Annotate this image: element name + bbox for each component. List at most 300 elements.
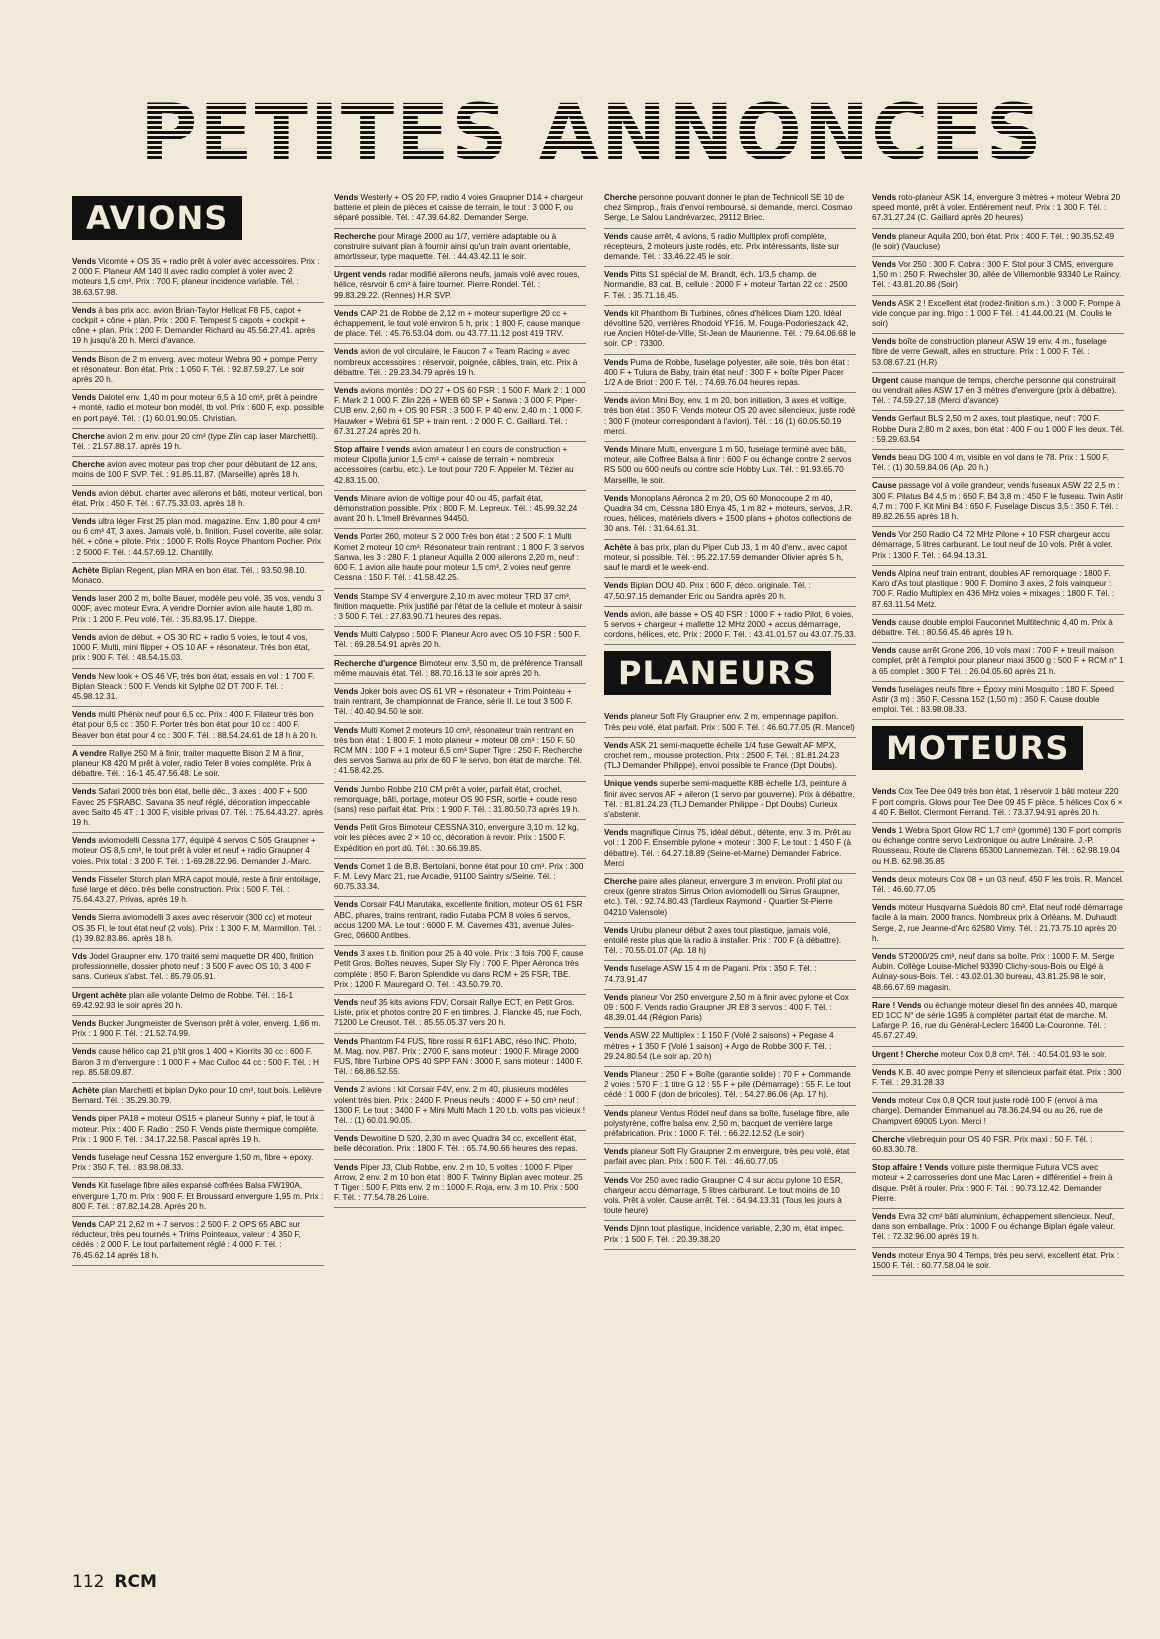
- classified-ad: [72, 254, 324, 303]
- classified-ad: [872, 527, 1124, 566]
- classified-ad: [72, 1111, 324, 1150]
- ads-list-moteurs: [872, 784, 1124, 1276]
- classified-ad: [72, 457, 324, 485]
- ad-keyword: Vends: [334, 1036, 359, 1046]
- classified-ad: [334, 529, 586, 588]
- classified-ad: [72, 1178, 324, 1217]
- classified-ad: [604, 1221, 856, 1249]
- masthead-title: PETITES ANNONCES: [72, 84, 1112, 184]
- ad-keyword: Vends: [334, 998, 359, 1007]
- ad-keyword: Vends: [604, 581, 629, 591]
- ad-keyword: Vends: [872, 1067, 897, 1077]
- classified-ad: [334, 267, 586, 306]
- classified-ad: [872, 450, 1124, 478]
- ad-keyword: Urgent ! Cherche: [872, 1049, 939, 1059]
- ads-list-avions-2: [334, 190, 586, 1208]
- ad-text: Westerly + OS 20 FP, radio 4 voies Graupner D14 + chargeur batterie et plein de pièces et caisse de terrain, le tout : 3 000 F, ou séparé possible. Tél. : 47.39.64.82. Demander Serge.: [334, 193, 584, 223]
- ad-text: à bas prix, plan du Piper Cub J3, 1 m 40 d'env., avec capot moteur, si possible. Tél. : 95.22.17.59 demander Olivier après 5 h, sauf le mardi et le week-end.: [604, 542, 848, 573]
- classified-ad: [604, 923, 856, 962]
- ad-text: passage vol à voile grandeur, vends fuseaux ASW 22 2,5 m : 300 F. Pilatus B4 4,5 m : 650 F. B4 3,8 m : 450 F le fuseau. Twin Astir 4,7 m : 700 F. Kit Mini B4 : 650 F. Fuselage Discus 3,5 : 350 F. Tél. : 89.82.26.55 après 18 h.: [872, 481, 1124, 522]
- ad-text: vilebrequin pour OS 40 FSR. Prix maxi : 50 F. Tél. : 60.83.30.78.: [872, 1134, 1093, 1155]
- ad-text: Cox Tee Dee 049 très bon état, 1 réservoir 1 bâti moteur 220 F port compris. Glows pour Tee Dee 09 45 F pièce. 5 hélices Cox 6 × 4 40 F. Bellot. Clermont Ferrand. Tél. : 73.37.94.91 après 20 h.: [872, 787, 1123, 817]
- ad-text: Monoplans Aéronca 2 m 20, OS 60 Monocoupe 2 m 40, Quadra 34 cm, Cessna 180 Enya 45, 1 m 82 + moteurs, servos, J.R. roues, hélices, matériels divers + 1500 plans + photos collections de 30 ans. Tél. : 31.64.61.31.: [604, 493, 853, 534]
- classified-ad: [72, 429, 324, 457]
- ad-keyword: Vends: [872, 825, 897, 835]
- classified-ad: [334, 1082, 586, 1131]
- classified-ad: [872, 478, 1124, 527]
- ad-text: Multi Calypso : 500 F. Planeur Acro avec OS 10 FSR : 500 F. Tél. : 69.28.54.91 après 20 h.: [334, 630, 581, 650]
- ad-text: Alpina neuf train entrant, doubles AF remorquage : 1800 F. Karo d'As tout plastique : 900 F. Domino 3 axes, 2 fois vainqueur : 700 F. Radio Multiplex en 436 MHz voies + mixages : 1800 F. Tél. : 87.63.11.54 Metz.: [872, 568, 1115, 609]
- classified-ad: [72, 746, 324, 785]
- classified-ad: [72, 1150, 324, 1178]
- ad-keyword: Vends: [72, 632, 97, 642]
- ad-keyword: Vends: [872, 453, 897, 463]
- ad-keyword: Vends: [872, 530, 897, 540]
- ad-text: superbe semi-maquette K8B échelle 1/3, peinture à finir avec servos AF + aileron (1 servo par gouverne). Prix à débattre. Tél. : 81.81.24.23 (TLJ Demander Philippe - Dpt Doubs) Curieux s'abstenir.: [604, 779, 855, 819]
- ad-keyword: Stop affaire ! Vends: [872, 1163, 949, 1173]
- ad-text: Bimoteur env. 3,50 m, de préférence Transall même mauvais état. Tél. : 88.70.16.13 le soir après 20 h.: [334, 658, 583, 678]
- classified-ad: [604, 540, 856, 579]
- ad-text: Vicomte + OS 35 + radio prêt à voler avec accessoires. Prix : 2 000 F. Planeur AM 140 II avec radio complet à voler avec 2 moteurs 1,5 cm³. Prix : 700 F, planeur incidence variable. Tél. : 38.63.57.98.: [72, 257, 320, 297]
- ad-keyword: Vends: [72, 393, 97, 403]
- ad-text: plan aile volante Delmo de Robbe. Tél. : 16-1 69.42.92.93 le soir après 20 h.: [72, 990, 294, 1010]
- classified-ad: [872, 566, 1124, 615]
- ad-keyword: Vends: [72, 1181, 97, 1191]
- ad-text: planeur Aquila 200, bon état. Prix : 400 F. Tél. : 90.35.52.49 (le soir) (Vaucluse): [872, 231, 1115, 251]
- column-3: [604, 190, 856, 1540]
- classified-ad: [72, 988, 324, 1016]
- ad-keyword: Vends: [334, 1085, 359, 1095]
- ads-list-planeurs-2: [872, 190, 1124, 720]
- ad-keyword: Vends: [872, 1096, 897, 1106]
- ads-list-avions-3: [604, 190, 856, 645]
- ad-keyword: Urgent achète: [72, 990, 127, 1000]
- ad-text: moteur Cox 0,8 QCR tout juste rodé 100 F (envoi à ma charge). Demander Emmanuel au 78.36.24.94 ou au 26, rue de Champvert 69005 Lyon. Merci !: [872, 1096, 1103, 1126]
- ad-keyword: Vends: [872, 903, 897, 913]
- classified-ad: [604, 709, 856, 737]
- ad-keyword: Vends: [72, 836, 97, 846]
- ad-keyword: Urgent: [872, 375, 899, 385]
- ad-text: pour Mirage 2000 au 1/7, verrière adaptable ou à construire suivant plan à fournir ainsi qu'un train avant orientable, amortisseur, type maquette. Tél. : 44.43.42.11 le soir.: [334, 231, 571, 262]
- classified-ad: [872, 1248, 1124, 1276]
- classified-ad: [872, 1132, 1124, 1160]
- classified-ad: [604, 1144, 856, 1172]
- ad-text: avion, aile basse + OS 40 FSR : 1000 F + radio Pilot, 6 voies, 5 servos + chargeur + mallette 12 MHz 2000 + accus démarrage, cordons, hélices, etc. Prix : 2000 F. Tél. : 43.41.01.57 ou 43.07.75.33.: [604, 609, 856, 640]
- ad-keyword: Vends: [604, 964, 629, 974]
- ad-text: Sierra aviomodelli 3 axes avec réservoir (300 cc) et moteur OS 35 FI, le tout état neuf (2 vols). Prix : 1 300 F. M. Marmillon. Tél. : (1) 39.82.83.86. après 18 h.: [72, 913, 322, 943]
- ad-text: moteur Enya 90 4 Temps, très peu servi, excellent état. Prix : 1500 F. Tél. : 60.77.58.04 le soir.: [872, 1250, 1119, 1270]
- ad-keyword: Vends: [72, 517, 97, 527]
- ad-keyword: Vends: [604, 1224, 629, 1234]
- classified-ad: [72, 303, 324, 352]
- ad-keyword: Vends: [872, 193, 897, 202]
- classified-ad: [872, 373, 1124, 412]
- ad-keyword: Vends: [72, 671, 97, 681]
- ad-text: 2 avions : kit Corsair F4V, env. 2 m 40, plusieurs modèles volent très bien. Prix : 2400 F. Pneus neufs : 4000 F + 50 cm³ neuf : 1300 F. Le tout : 3400 F + Mini Multi Mach 1 20 t.b. volts pas vicieux ! Tél. : (1) 60.01.90.05.: [334, 1085, 585, 1126]
- ad-text: cause arrêt, 4 avions, 5 radio Multiplex profi complète, récepteurs, 2 moteurs juste rodés, etc. Prix intéressants, liste sur demande. Tél. : 33.46.22.45 le soir.: [604, 231, 840, 262]
- ad-text: Fisseler Storch plan MRA capot moulé, reste à finir entoilage, fusé large et déco. très belle construction. Prix : 500 F. Tél. : 75.64.43.27. Privas, après 19 h.: [72, 874, 321, 905]
- classified-ad: [334, 820, 586, 859]
- classified-ad: [334, 995, 586, 1034]
- ad-text: avions montés : DO 27 + OS 60 FSR : 1 500 F. Mark 2 : 1 000 F. Mark 2 1 000 F. Zlin 226 + WEB 60 SP + Sanwa : 3 000 F. Piper-CUB env. 2,60 m + OS 90 FSR : 3 500 F. P 40 env. 2,40 m : 1 000 F. Hauwker + Webra 61 SP + train rent. : 2 000 F. C. Gaillard. Tél. : 67.31.27.24 après 20 h.: [334, 386, 586, 436]
- ad-keyword: Vends: [334, 308, 359, 318]
- ad-text: Comet 1 de B.B. Bertolani, bonne état pour 10 cm³. Prix : 300 F. M. Levy Marc 21, rue Arcadie, 91100 Saintry s/Seine. Tél. : 60.75.33.34.: [334, 861, 584, 892]
- classified-ad: [72, 910, 324, 949]
- ad-text: ASW 22 Multiplex : 1 150 F (Volé 2 saisons) + Pegase 4 mètres + 1 350 F (Volé 1 saison) + Argo de Robbe 300 F. Tél. : 29.24.80.54 (Le soir ap. 20 h): [604, 1031, 834, 1061]
- ad-keyword: Vends: [872, 231, 897, 241]
- ad-keyword: Vends: [334, 630, 359, 640]
- ads-list-planeurs-1: [604, 709, 856, 1250]
- classified-ad: [872, 1093, 1124, 1132]
- column-4: [872, 190, 1124, 1540]
- ad-keyword: Vends: [72, 874, 97, 884]
- ad-text: moteur Cox 0,8 cm³. Tél. : 40.54.01.93 le soir.: [940, 1049, 1107, 1059]
- ad-text: deux moteurs Cox 08 + un 03 neuf. 450 F les trois. R. Mancel. Tél. : 46.60.77.05: [872, 874, 1124, 894]
- ad-text: ultra léger First 25 plan mod. magazine. Env. 1,80 pour 4 cm³ ou 6 cm³ 4T, 3 axes. Jamais volé, b. finition. Fusel coverite, aile solar. hél. + cône + pilote. Prix : 1000 F. Rolls Royce Phantom Pocher. Prix : 2 5000 F. Tél. : 44.57.69.12. Chantilly.: [72, 517, 324, 557]
- ad-text: Vor 250 Radio C4 72 MHz Pilone + 10 FSR chargeur accu démarrage, 5 litres carburant. Le tout neuf de 10 vols. Prêt à voler. Prix : 1300 F. Tél. : 64.94.13.31.: [872, 530, 1113, 560]
- ad-keyword: Vends: [334, 1162, 359, 1172]
- ad-text: personne pouvant donner le plan de Technicoll SE 10 de chez Simprop., frais d'envoi remboursé, si demande, merci. Cosmao Serge, Le Salou Landrévarzec, 29112 Briec.: [604, 193, 853, 223]
- ad-text: cause manque de temps, cherche personne qui construirait ou vendrait ailes ASW 17 en 3 mètres d'envergure (prix à débattre). Tél. : 74.59.27.18 (Merci d'avance): [872, 375, 1117, 406]
- ad-text: avion avec moteur pas trop cher pour débutant de 12 ans, moins de 100 F SVP. Tél. : 91.85.11.87. (Marseille) après 18 h.: [72, 460, 318, 480]
- classified-ad: [72, 1083, 324, 1111]
- ad-keyword: Vends: [604, 1108, 629, 1118]
- ad-keyword: Vends: [604, 992, 629, 1002]
- ad-text: avion de vol circulaire, le Faucon 7 « Team Racing » avec nombreux accessoires : réservoir, poignée, câbles, train, etc. Prix à débattre. Tél. : 29.23.34.79 après 19 h.: [334, 347, 578, 377]
- ad-keyword: Cherche: [72, 431, 105, 441]
- ad-text: ASK 21 semi-maquette échelle 1/4 fuse Gewalt AF MPX, crochet rem., mousse protection. Prix : 2500 F. Tél. : 81.81.24.23 (TLJ Demander Philippe), envoi possible te France (Dpt Doubs).: [604, 740, 840, 771]
- ad-text: Kit fuselage fibre ailes expansé coffrées Balsa FW190A, envergure 1,70 m. Prix : 900 F. Et Broussard envergure 1,95 m. Prix : 800 F. Tél. : 87.82.14.28. Après 20 h.: [72, 1181, 324, 1211]
- ad-keyword: Vends: [72, 594, 97, 604]
- ad-keyword: Vends: [604, 1031, 629, 1041]
- ad-text: Vor 250 avec radio Graupner C 4 sur accu pylone 10 ESR, chargeur accu démarrage, 5 litres carburant. Le tout moins de 10 vols. Prêt à voler. Cause arrêt. Tél. : 64.94.13.31 (Tous les jours à toute heure): [604, 1175, 843, 1216]
- classified-ad: [604, 190, 856, 229]
- ad-text: CAP 21 de Robbe de 2,12 m + moteur supertigre 20 cc + échappement, le tout volé environ 5 h, prix : 1 800 F, cause manque de place. Tél. : 45.76.53.04 dom. ou 43.77.11.12 post 419 TRV.: [334, 308, 581, 339]
- ad-keyword: Vends: [604, 712, 629, 722]
- ad-keyword: Vends: [72, 1018, 97, 1028]
- ad-keyword: Vends: [334, 532, 359, 542]
- section-header-avions: AVIONS: [72, 196, 242, 240]
- classified-ad: [334, 897, 586, 946]
- ad-text: Minare avion de voltige pour 40 ou 45, parfait état, démonstration possible. Prix : 800 F. M. Lepreux. Tél. : 45.99.32.24 avant 20 h. L'Imell Brévannes 94450.: [334, 493, 578, 524]
- ad-keyword: Vends: [72, 913, 97, 923]
- classified-ad: [872, 682, 1124, 721]
- ad-text: Urubu planeur début 2 axes tout plastique, jamais volé, entoilé reste plus que la radio à installer. Prix : 700 F (à débattre). Tél. : 70.55.01.07 (Ap. 18 h): [604, 925, 842, 956]
- classified-ad: [872, 872, 1124, 900]
- classified-ad: [72, 630, 324, 669]
- ad-text: Joker bois avec OS 61 VR + résonateur + Trim Pointeau + train rentrant, 3e championnat de France, série II. Le tout 3 500 F. Tél. : 40.40.94.50 le soir.: [334, 686, 573, 717]
- ad-keyword: Vends: [72, 305, 97, 315]
- ad-text: avion 2 m env. pour 20 cm³ (type Zlin cap laser Marchetti). Tél. : 21.57.88.17. après 19 h.: [72, 431, 319, 452]
- ad-keyword: Vends: [334, 493, 359, 503]
- classified-ad: [334, 656, 586, 684]
- ad-keyword: Vends: [72, 1220, 97, 1230]
- ad-keyword: Vends: [334, 725, 359, 735]
- ad-keyword: Vends: [334, 861, 359, 871]
- classified-ad: [604, 267, 856, 306]
- ad-text: Planeur : 250 F + Boîte (garantie solide) : 70 F + Commande 2 voies : 570 F : 1 titre G 12 : 55 F + pile (Démarrage) : 55 F. Le tout cédé : 1 000 F (don de bricoles). Tél. : 54.27.86.06 (Ap. 17 h).: [604, 1070, 851, 1100]
- ad-keyword: Vends: [334, 949, 359, 959]
- ad-text: plan Marchetti et biplan Dyko pour 10 cm³, tout bois. Lelièvre Bernard. Tél. : 35.29.30.79.: [72, 1086, 322, 1106]
- ad-keyword: Recherche d'urgence: [334, 658, 417, 668]
- ad-keyword: Vends: [872, 951, 897, 961]
- ad-keyword: Vends: [872, 1212, 897, 1222]
- ad-text: magnifique Cirrus 75, idéal début., détente, env. 3 m. Prêt au vol : 1 200 F. Ensemble pylone + moteur : 300 F. Le tout : 1 450 F (à débattre). Tél. : 64.27.18.89 (Seine-et-Marne) Demander Fabrice. Merci: [604, 828, 851, 868]
- ad-text: piper PA18 + moteur OS15 + planeur Sunny + piaf, le tout à moteur. Prix : 400 F. Radio : 250 F. Vends piste thermique complète. Prix : 1 900 F. Tél. : 34.17.22.58. Pascal après 19 h.: [72, 1114, 319, 1144]
- ad-keyword: Vends: [72, 787, 97, 797]
- ad-text: avion amateur I en cours de construction + moteur Cipolla junior 1,5 cm³ + caisse de terrain + nombreux accessoires (carbu, etc.). Le tout pour 720 F. Appeler M. Tézier au 42.83.15.00.: [334, 445, 574, 485]
- classified-ad: [334, 782, 586, 821]
- ad-keyword: Vends: [872, 874, 897, 884]
- ad-keyword: Vends: [872, 260, 897, 270]
- ad-keyword: Vends: [604, 609, 629, 619]
- section-header-moteurs: MOTEURS: [872, 726, 1083, 770]
- ad-text: Gerfaut BLS 2,50 m 2 axes, tout plastique, neuf : 700 F. Robbe Dura 2,80 m 2 axes, bon état : 400 F ou 1 000 F les deux. Tél. : 59.29.63.54: [872, 414, 1124, 444]
- column-2: [334, 190, 586, 1540]
- ad-text: avion Mini Boy, env. 1 m 20, bon initiation, 3 axes et voltige, très bon état : 350 F. Vends moteur OS 20 avec silencieux, juste rodé : 300 F (moteur correspondant à l'avion). Tél. : 16 (1) 60.05.50.19 merci.: [604, 396, 856, 436]
- classified-ad: [334, 229, 586, 268]
- ad-text: Jumbo Robbe 210 CM prêt à voler, parfait état, crochet, remorquage, bâti, portage, moteur OS 90 FSR, sortie + coude reso (sans) reso parfait état. Prix : 1 900 F. Tél. : 31.80.50.73 après 19 h.: [334, 784, 580, 814]
- classified-ad: [604, 990, 856, 1029]
- ad-text: Jodel Graupner env. 170 traité semi maquette DR 400, finition professionnelle, dossier photo neuf : 3 500 F avec OS 10, 3 400 F sans. Curieux s'abst. Tél. : 85.79.05.91.: [72, 951, 314, 982]
- classified-ad: [872, 949, 1124, 998]
- ad-keyword: Vends: [334, 784, 359, 794]
- ad-keyword: Vends: [334, 900, 359, 910]
- ad-text: laser 200 2 m, boîte Bauer, modèle peu volé, 35 vos, vendu 3 000F, avec moteur Evra. A vendre Dornier avion aile haute 1,80 m. Prix : 1 200 F. Peu volé. Tél. : 35.83.95.17. Dieppe.: [72, 594, 322, 624]
- ad-keyword: Vends: [334, 823, 359, 833]
- ad-keyword: Vends: [334, 591, 359, 601]
- classified-ad: [872, 411, 1124, 450]
- ad-text: avion début. charter avec ailerons et bâti, moteur vertical, bon état. Prix : 450 F. Tél. : 67.75.33.03. après 18 h.: [72, 488, 323, 508]
- classified-ad: [604, 1028, 856, 1067]
- ad-text: neuf 35 kits avions FDV, Corsair Rallye ECT, en Petit Gros. Liste, prix et photos contre 20 F en timbres. J. Flancke 45, rue Foch, 71200 Le Creusot. Tél. : 85.55.05.37 vers 20 h.: [334, 998, 582, 1028]
- ad-keyword: Vends: [72, 488, 97, 498]
- ad-keyword: Vends: [604, 308, 629, 318]
- classified-ad: [604, 491, 856, 540]
- classified-ad: [72, 669, 324, 708]
- ad-keyword: Vends: [872, 787, 897, 797]
- ad-keyword: Unique vends: [604, 779, 658, 789]
- ad-keyword: Vends: [872, 646, 897, 656]
- ad-text: beau DG 100 4 m, visible en vol dans le 78. Prix : 1 500 F. Tél. : (1) 30.59.84.06 (Ap. 20 h.): [872, 453, 1110, 473]
- classified-ad: [604, 776, 856, 825]
- ads-columns: [72, 190, 1132, 1540]
- ad-keyword: Achète: [72, 1086, 100, 1095]
- classified-ad: [872, 1160, 1124, 1209]
- ad-keyword: Vends: [72, 1114, 97, 1124]
- ad-keyword: Vends: [604, 493, 629, 503]
- classified-ad: [72, 784, 324, 833]
- ad-keyword: Cherche: [604, 193, 637, 202]
- ad-keyword: Vends: [72, 257, 97, 266]
- ad-text: Safari 2000 très bon état, belle déc., 3 axes : 400 F + 500 Favec 25 FSRABC. Savana 35 neuf réglé, décoration impeccable avec Saito 45 4T : 1 300 F, visible privas 07. Tél. : 75.64.43.27. après 19 h.: [72, 787, 323, 827]
- ad-keyword: Vends: [334, 347, 359, 357]
- classified-ad: [72, 833, 324, 872]
- page-number: 112: [72, 1572, 105, 1592]
- ad-text: fuselage neuf Cessna 152 envergure 1,50 m, fibre + epoxy. Prix : 350 F. Tél. : 83.98.08.33.: [72, 1153, 314, 1173]
- ad-text: Djinn tout plastique, incidence variable, 2,30 m, état impec. Prix : 1 500 F. Tél. : 20.39.38.20: [604, 1224, 845, 1244]
- classified-ad: [872, 1209, 1124, 1248]
- classified-ad: [872, 1065, 1124, 1093]
- classified-ad: [604, 355, 856, 394]
- ad-text: boîte de construction planeur ASW 19 env. 4 m., fuselage fibre de verre Gewalt, ailes en structure. Prix : 1 000 F. Tél. : 53.08.67.21 (H.R): [872, 337, 1107, 367]
- classified-ad: [604, 1067, 856, 1106]
- classified-ad: [334, 344, 586, 383]
- ad-text: ST2000/25 cm³, neuf dans sa boîte. Prix : 1000 F. M. Serge Aubin. Collège Louise-Michel 93390 Clichy-sous-Bois ou Elgé à Aulnay-sous-Bois. Tél. : 43.02.01.30 bureau, 43.81.25.98 le soir, 48.66.67.69 magasin.: [872, 951, 1115, 992]
- ad-text: Bucker Jungmeister de Svenson prêt à voler, enverg. 1,66 m. Prix : 1 900 F. Tél. : 21.52.74.99.: [72, 1018, 321, 1039]
- classified-ad: [872, 334, 1124, 373]
- classified-ad: [604, 961, 856, 989]
- classified-ad: [872, 229, 1124, 257]
- ad-keyword: Rare ! Vends: [872, 1000, 922, 1010]
- ad-keyword: Vends: [72, 354, 97, 364]
- ad-text: ou échange moteur diesel fin des années 40, marque ED 1CC N° de série 1G95 à compléter partait état de marche. M. Lafarge P. 16, rue du Général-Leclerc 16400 La-Couronne. Tél. : 45.67.27.49.: [872, 1000, 1118, 1041]
- ad-keyword: Vends: [872, 298, 897, 308]
- ad-text: CAP 21 2,62 m + 7 servos : 2 500 F. 2 OPS 65 ABC sur réducteur, très peu tournés + Trims Pointeaux, valeur : 4 350 F, cédés : 2 000 F. Le tout parfaitement réglé : 4 000 F. Tél. : 76.45.62.14 après 18 h.: [72, 1220, 301, 1260]
- ad-keyword: Vends: [604, 828, 629, 838]
- ad-text: Corsair F4U Marutaka, excellente finition, moteur OS 61 FSR ABC, phares, trains rentrant, radio Futaba PCM 8 voies 6 servos, accus 1200 MA. Le tout : 6000 F. M. Cavernes 431, avenue Jules-Grec, 06600 Antibes.: [334, 900, 583, 940]
- ad-text: New look + OS 46 VF, très bon état, essais en vol : 1 700 F. Biplan Steack : 500 F. Vends kit Sylphe 02 DT 700 F. Tél. : 45.98.12.31.: [72, 671, 315, 701]
- ad-keyword: Vends: [872, 568, 897, 578]
- classified-ad: [334, 723, 586, 782]
- classified-ad: [334, 1131, 586, 1159]
- classified-ad: [334, 491, 586, 530]
- ad-keyword: Vends: [604, 1175, 629, 1185]
- classified-ad: [72, 563, 324, 591]
- classified-ad: [604, 874, 856, 923]
- ad-text: paire ailes planeur, envergure 3 m environ. Profil plat ou creux (genre stratos Sirrus Orion aviomodelli ou Sirrus Graupner, etc.). Tél. : 92.74.80.43 (Tardieux Raymond - Quartier St-Pierre 04210 Valensole): [604, 876, 843, 917]
- classified-ad: [334, 383, 586, 442]
- classified-ad: [334, 1160, 586, 1209]
- ad-text: multi Phénix neuf pour 6,5 cc. Prix : 400 F. Filateur très bon état pour 6,5 cc : 350 F. Porter très bon état pour 10 cc : 400 F. Beaver bon état pour 4 cc : 300 F. Tél. : 88.54.24.61 de 18 h à 20 h.: [72, 710, 318, 740]
- ad-text: Stampe SV 4 envergure 2,10 m avec moteur TRD 37 cm³, finition maquette. Prix justifié par l'état de la cellule et moteur à saisir : 3 500 F. Tél. : 27.83.90.71 heures des repas.: [334, 591, 583, 621]
- ad-keyword: Vds: [72, 951, 88, 961]
- ad-text: Dalotel env. 1,40 m pour moteur 6,5 à 10 cm³, prêt à peindre + monté, radio et moteur bon modèl, tb vol. Prix : 600 F, exp. possible en port payé. Tél. : (1) 60.01.90.05. Christian.: [72, 393, 324, 423]
- classified-ad: [872, 900, 1124, 949]
- ad-keyword: Vends: [604, 445, 629, 455]
- ad-keyword: Urgent vends: [334, 270, 387, 280]
- ad-text: planeur Ventus Rödel neuf dans sa boîte, fuselage fibre, aile polystyrène, coffre balsa env. 2,50 m, bacquet de verrière large préfabrication. Prix : 1000 F. Tél. : 66.22.12.52 (Le soir): [604, 1108, 850, 1139]
- ad-keyword: Vends: [604, 740, 629, 750]
- ad-text: Multi Komet 2 moteurs 10 cm³, résonateur train rentrant en très bon état : 1 800 F. 1 moto planeur + moteur 08 cm³ : 150 F. 50 RCM MN : 100 F + 1 moteur 6,5 cm³ Super Tigre : 250 F. Recherche des servos Sanwa au prix de 60 F le servo, bon état de marche. Tél. : 41.58.42.25.: [334, 725, 583, 776]
- classified-ad: [72, 514, 324, 563]
- ad-text: cause arrêt Grone 206, 10 vols maxi : 700 F + treuil maison complet, prêt à l'emploi pour planeur maxi 3500 g : 500 F + RCM n° 1 à 65 complet : 300 F Tél. : 26.04.05.60 après 21 h.: [872, 646, 1124, 676]
- ad-keyword: Achète: [604, 542, 632, 552]
- ad-text: Puma de Robbe, fuselage polyester, aile soie, très bon état : 400 F + Tulura de Baby, train état neuf : 300 F + boîte Piper Pacer 1/2 A de Briot : 200 F. Tél. : 74.69.76.04 heures repas.: [604, 357, 850, 388]
- ad-text: Dewoitine D 520, 2,30 m avec Quadra 34 cc, excellent état, belle décoration. Prix : 1800 F. Tél. : 65.74.90.66 heures des repas.: [334, 1134, 578, 1154]
- ad-keyword: Vends: [334, 386, 359, 396]
- magazine-name: RCM: [114, 1572, 157, 1592]
- ad-text: Minare Multi, envergure 1 m 50, fuselage terminé avec bâti, moteur, aile Coffree Balsa à finir : 600 F ou échange contre 2 servos RS 500 ou 600 neufs ou contre scie Hobby Lux. Tél. : 91.93.65.70 Marseille, le soir.: [604, 445, 852, 485]
- ad-text: Piper J3, Club Robbe, env. 2 m 10, 5 voltes : 1000 F. Piper Arrow, 2 env. 2 m 10 bon état : 800 F. Twinny Biplan avec moteur. 25 T Tiger : 500 F. Pitts env. 2 m : 1000 F. Roja, env. 3 m 10. Prix : 500 F. Tél. : 77.54.78.26 Loire.: [334, 1162, 583, 1203]
- ad-keyword: Cherche: [872, 1134, 905, 1144]
- ad-keyword: Vends: [72, 1047, 97, 1057]
- ad-keyword: Vends: [334, 686, 359, 696]
- ad-text: cause double emploi Fauconnet Multitechnic 4,40 m. Prix à débattre. Tél. : 80.56.45.46 après 19 h.: [872, 617, 1113, 637]
- classified-ad: [334, 306, 586, 345]
- ad-text: 3 axes t.b. finition pour 25 à 40 vole. Prix : 3 fois 700 F, cause Petit Gros. Boîtes neuves, Super Sly Fly : 700 F. Piper Aéronca très complète : 850 F. Baron Splendide vu dans RCM + 25 FSR, TBE. Prix : 1200 F. Mauregard O. Tél. : 43.50.79.70.: [334, 949, 584, 989]
- ad-text: ASK 2 ! Excellent état (rodez-finition s.m.) : 3 000 F. Pompe à vide conçue par ing. frigo : 1 000 F Tél. : 41.44.00.21 (M. Coulis le soir): [872, 298, 1121, 329]
- classified-ad: [72, 872, 324, 911]
- ad-keyword: Recherche: [334, 231, 376, 241]
- ad-keyword: Vends: [872, 684, 897, 694]
- classified-ad: [72, 1217, 324, 1266]
- ad-text: planeur Soft Fly Graupner 2 m envergure, très peu volé, état parfait avec plan. Prix : 500 F. Tél. : 46.60.77.05: [604, 1147, 850, 1167]
- ad-keyword: Cherche: [604, 876, 637, 886]
- classified-ad: [72, 591, 324, 630]
- ad-text: Biplan Regent, plan MRA en bon état. Tél. : 93.50.98.10. Monaco.: [72, 565, 307, 586]
- classified-ad: [72, 352, 324, 391]
- ad-keyword: Vends: [872, 1250, 897, 1260]
- classified-ad: [604, 393, 856, 442]
- ad-text: avion de début. + OS 30 RC + radio 5 voies, le tout 4 vos, 1000 F. Multi, mini flipper + OS 10 AF + résonateur. Très bon état, prix : 900 F. Tél. : 48.54.15.03.: [72, 632, 311, 663]
- ad-text: roto-planeur ASK 14, envergure 3 mètres + moteur Webra 20 speed monté, prêt à voler. Entièrement neuf. Prix : 1 300 F. Tél. : 67.31.27.24 (C. Gaillard après 20 heures): [872, 193, 1121, 223]
- ad-text: planeur Vor 250 envergure 2,50 m à finir avec pylone et Cox 09 : 500 F. Vends radio Graupner JR E8 3 servos : 400 F. Tél. : 48.39.01.44 (Région Paris): [604, 992, 849, 1023]
- ad-keyword: Vends: [604, 925, 629, 935]
- masthead: [72, 84, 1112, 184]
- ad-keyword: Stop affaire ! vends: [334, 445, 410, 455]
- ad-text: fuselage ASW 15 4 m de Pagani. Prix : 350 F. Tél. : 74.73.91.47: [604, 964, 817, 984]
- classified-ad: [604, 578, 856, 606]
- ad-keyword: Vends: [604, 231, 629, 241]
- classified-ad: [872, 615, 1124, 643]
- ads-list-avions-1: [72, 254, 324, 1266]
- ad-keyword: Cause: [872, 481, 897, 491]
- ad-keyword: Vends: [72, 1153, 97, 1163]
- classified-ad: [872, 998, 1124, 1047]
- classified-ad: [334, 859, 586, 898]
- classified-ad: [872, 643, 1124, 682]
- ad-keyword: Vends: [604, 1070, 629, 1079]
- ad-text: 1 Webra Sport Glow RC 1,7 cm³ (gommé) 130 F port compris ou échange contre servo Lextronique ou autre Linéraire. J.-P. Rousseau, Route de Clarens 65300 Lannemezan. Tél. : 62.98.19.04 ou H.B. 62.98.35.85: [872, 825, 1122, 866]
- classified-ad: [872, 296, 1124, 335]
- classified-ad: [872, 190, 1124, 229]
- classified-ad: [872, 257, 1124, 296]
- classified-ad: [604, 306, 856, 355]
- ad-keyword: A vendre: [72, 748, 107, 758]
- ad-text: Bison de 2 m enverg. avec moteur Webra 90 + pompe Perry et résonateur. Bon état. Prix : 1 050 F. Tél. : 92.87.59.27. Le soir après 20 h.: [72, 354, 317, 385]
- section-header-planeurs: PLANEURS: [604, 651, 831, 695]
- ad-text: aviomodelli Cessna 177, équipé 4 servos C 505 Graupner + moteur OS 8,5 cm³, le tout prêt à voler et neuf + radio Graupner 4 voies. Prix total : 3 200 F. Tél. : 1-69.28.22.96. Demander J.-Marc.: [72, 836, 316, 866]
- ad-text: fuselages neufs fibre + Époxy mini Mosquito : 180 F. Speed Astir (3 m) : 350 F. Cessna 152 (1,50 m) : 350 F. Cause double emploi. Tél. : 83.98.08.33.: [872, 684, 1114, 715]
- classified-ad: [72, 1016, 324, 1044]
- classified-ad: [334, 190, 586, 229]
- ad-text: kit Phanthom Bi Turbines, cônes d'hélices Diam 120. Idéal dévoltine 520, verrières Rhodoid YF16. M. Fouga-Podorieszack 42, rue Ancien Hôtel-de-Ville, St-Jean de Maurienne. Tél. : 79.64.06.68 le soir. CP : 73300.: [604, 308, 856, 349]
- ad-text: Phantom F4 FUS, fibre rossi R 61F1 ABC, réso INC. Photo, M. Mag. nov. P87. Prix : 2700 F, sans moteur : 1900 F. Mirage 2000 FUS, fibre Turbine OPS 40 SPP FAN : 3000 F, sans moteur : 1400 F. Tél. : 66.86.52.55.: [334, 1036, 583, 1077]
- ad-text: à bas prix acc. avion Brian-Taylor Hellcat F8 F5, capot + cockpit + cône + plan. Prix : 200 F. Tempest 5 capots + cockpit + cône + plan. Prix : 200 F. Demander Richard au 45.56.27.41. après 19 h jusqu'à 20 h. Merci d'avance.: [72, 305, 316, 346]
- ad-keyword: Vends: [72, 710, 97, 720]
- ad-text: Pitts S1 spécial de M. Brandt, éch. 1/3,5 champ. de Normandie, 83 cat. B, cellule : 2000 F + moteur Tartan 22 cc : 2500 F. Tél. : 35.71.16.45.: [604, 270, 848, 300]
- classified-ad: [604, 825, 856, 874]
- ad-keyword: Vends: [604, 1147, 629, 1157]
- ad-keyword: Cherche: [72, 460, 105, 470]
- classified-ad: [872, 823, 1124, 872]
- classified-ad: [604, 738, 856, 777]
- ad-text: Vor 250 : 300 F. Cobra : 300 F. Stol pour 3 CMS, envergure 1,50 m : 250 F. Rwechsler 30, allée de Villemonble 93340 Le Raincy. Tél. : 43.81.20.86 (Soir): [872, 260, 1122, 290]
- ad-text: Evra 32 cm³ bâti aluminium, échappement silencieux. Neuf, dans son emballage. Prix : 1000 F ou échange Biplan égale valeur. Tél. : 72.32.96.00 après 19 h.: [872, 1212, 1116, 1242]
- ad-text: Porter 260, moteur S 2 000 Très bon état : 2 500 F. 1 Multi Komet 2 moteur 10 cm³. Résonateur train rentrant : 1 800 F. 3 servos Sanwa, les 3 : 280 F. 1 planeur Aquilla 2 000 ailerons 2,20 m, neuf : 600 F. 1 avion aile haute pour moteur 1,5 cm³, 2 voies neuf genre Cessna : 150 F. Tél. : 41.58.42.25.: [334, 532, 585, 583]
- ad-keyword: Vends: [872, 414, 897, 424]
- classified-ad: [334, 627, 586, 655]
- page-footer: [72, 1572, 157, 1592]
- classified-ad: [872, 784, 1124, 823]
- ad-keyword: Vends: [334, 193, 359, 202]
- classified-ad: [604, 1106, 856, 1145]
- ad-keyword: Vends: [334, 1134, 359, 1144]
- ad-text: Rallye 250 M à finir, traiter maquette Bison 2 M à finir, planeur K8 420 M prêt à voler, radio Teler 8 voies complète. Prix à débattre. Tél. : 16-1 45.47.56.48. Le soir.: [72, 748, 312, 779]
- ad-text: K.B. 40 avec pompe Perry et silencieux parfait état. Prix : 300 F. Tél. : 29.31.28.33: [872, 1067, 1122, 1087]
- ad-keyword: Vends: [604, 396, 629, 406]
